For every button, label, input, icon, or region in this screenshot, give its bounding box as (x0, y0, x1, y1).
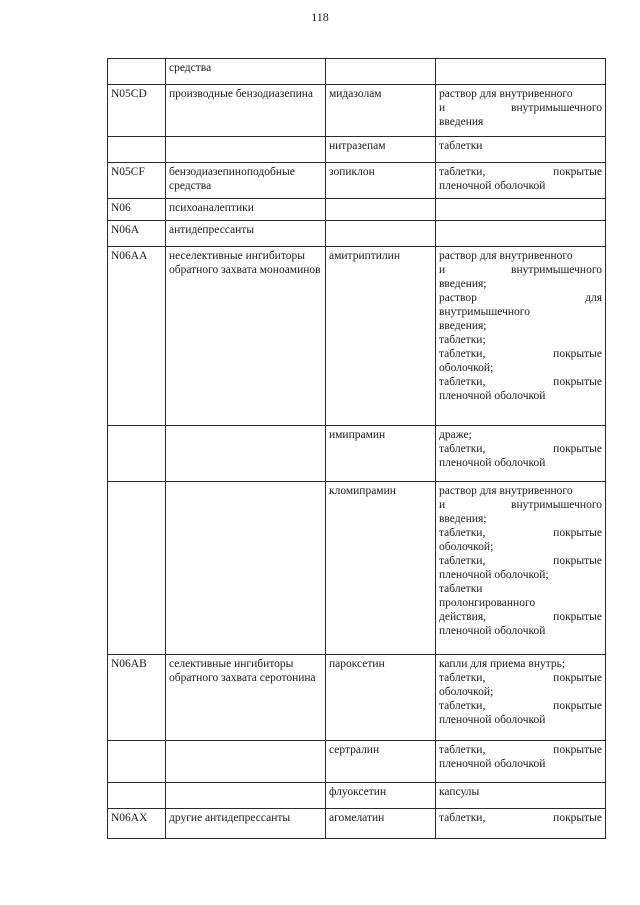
dosage-forms-cell (436, 59, 606, 85)
drug-table (107, 58, 606, 839)
dosage-form-line: пленочной оболочкой; (439, 569, 549, 581)
group-name-cell (166, 137, 326, 163)
atc-code-cell: N06AA (108, 247, 166, 426)
table-row (108, 85, 606, 137)
group-name-cell (166, 783, 326, 809)
drug-name-cell: имипрамин (326, 426, 436, 482)
atc-code-cell: N06AX (108, 809, 166, 839)
dosage-form-line: капсулы (439, 786, 480, 798)
table-row (108, 655, 606, 741)
dosage-form-line: действия, покрытые (439, 611, 602, 623)
page-number: 118 (311, 10, 329, 24)
group-name-cell: средства (166, 59, 326, 85)
table-row (108, 741, 606, 783)
group-name-cell (166, 482, 326, 655)
dosage-form-line: пленочной оболочкой (439, 390, 546, 402)
table-row (108, 482, 606, 655)
drug-name-cell: зопиклон (326, 163, 436, 199)
drug-name-cell: агомелатин (326, 809, 436, 839)
dosage-form-line: пленочной оболочкой (439, 457, 546, 469)
atc-code-cell (108, 59, 166, 85)
dosage-form-line: таблетки, покрытые (439, 700, 602, 712)
group-name-cell: неселективные ингибиторы обратного захвата моноаминов (166, 247, 326, 426)
dosage-forms-cell (436, 221, 606, 247)
dosage-form-line: и внутримышечного (439, 264, 602, 276)
dosage-form-line: пролонгированного (439, 597, 536, 609)
table-row (108, 199, 606, 221)
drug-name-cell: нитразепам (326, 137, 436, 163)
table-row (108, 137, 606, 163)
dosage-forms-cell (436, 655, 606, 741)
group-name-cell: селективные ингибиторы обратного захвата серотонина (166, 655, 326, 741)
table-row (108, 247, 606, 426)
dosage-forms-cell (436, 482, 606, 655)
table-row (108, 783, 606, 809)
drug-name-cell (326, 199, 436, 221)
dosage-forms-cell (436, 137, 606, 163)
dosage-form-line: таблетки; (439, 334, 486, 346)
drug-name-cell: флуоксетин (326, 783, 436, 809)
dosage-form-line: оболочкой; (439, 686, 494, 698)
group-name-cell: производные бензодиазепина (166, 85, 326, 137)
atc-code-cell (108, 741, 166, 783)
dosage-form-line: пленочной оболочкой (439, 714, 546, 726)
dosage-form-line: раствор для внутривенного (439, 485, 573, 497)
drug-name-cell: кломипрамин (326, 482, 436, 655)
dosage-form-line: оболочкой; (439, 541, 494, 553)
dosage-form-line: таблетки, покрытые (439, 555, 602, 567)
drug-name-cell: сертралин (326, 741, 436, 783)
group-name-cell: антидепрессанты (166, 221, 326, 247)
drug-name-cell (326, 221, 436, 247)
dosage-forms-cell (436, 809, 606, 839)
table-row (108, 809, 606, 839)
group-name-cell: бензодиазепиноподобные средства (166, 163, 326, 199)
dosage-form-line: таблетки, покрытые (439, 166, 602, 178)
dosage-form-line: введения; (439, 278, 487, 290)
dosage-forms-cell (436, 741, 606, 783)
dosage-form-line: пленочной оболочкой (439, 625, 546, 637)
drug-table-body (108, 59, 606, 839)
dosage-forms-cell (436, 85, 606, 137)
dosage-form-line: оболочкой; (439, 362, 494, 374)
dosage-form-line: раствор для (439, 292, 602, 304)
dosage-forms-cell (436, 783, 606, 809)
dosage-forms-cell (436, 163, 606, 199)
drug-name-cell: пароксетин (326, 655, 436, 741)
dosage-form-line: драже; (439, 429, 472, 441)
atc-code-cell (108, 482, 166, 655)
table-row (108, 163, 606, 199)
atc-code-cell: N05CF (108, 163, 166, 199)
dosage-form-line: таблетки, покрытые (439, 812, 602, 824)
dosage-form-line: раствор для внутривенного (439, 88, 573, 100)
atc-code-cell (108, 137, 166, 163)
dosage-form-line: введения; (439, 320, 487, 332)
dosage-form-line: пленочной оболочкой (439, 180, 546, 192)
atc-code-cell: N05CD (108, 85, 166, 137)
dosage-form-line: раствор для внутривенного (439, 250, 573, 262)
dosage-form-line: и внутримышечного (439, 499, 602, 511)
group-name-cell (166, 426, 326, 482)
dosage-form-line: таблетки, покрытые (439, 443, 602, 455)
dosage-forms-cell (436, 247, 606, 426)
dosage-form-line: таблетки (439, 583, 483, 595)
table-row (108, 221, 606, 247)
dosage-forms-cell (436, 199, 606, 221)
atc-code-cell (108, 783, 166, 809)
dosage-form-line: таблетки, покрытые (439, 527, 602, 539)
dosage-form-line: таблетки (439, 140, 483, 152)
dosage-form-line: внутримышечного (439, 306, 530, 318)
dosage-form-line: введения (439, 116, 484, 128)
group-name-cell: психоаналептики (166, 199, 326, 221)
dosage-form-line: таблетки, покрытые (439, 376, 602, 388)
dosage-form-line: и внутримышечного (439, 102, 602, 114)
group-name-cell (166, 741, 326, 783)
dosage-form-line: капли для приема внутрь; (439, 658, 566, 670)
dosage-form-line: таблетки, покрытые (439, 744, 602, 756)
atc-code-cell (108, 426, 166, 482)
atc-code-cell: N06A (108, 221, 166, 247)
drug-name-cell: мидазолам (326, 85, 436, 137)
atc-code-cell: N06 (108, 199, 166, 221)
dosage-form-line: введения; (439, 513, 487, 525)
dosage-form-line: таблетки, покрытые (439, 672, 602, 684)
drug-name-cell: амитриптилин (326, 247, 436, 426)
dosage-form-line: пленочной оболочкой (439, 758, 546, 770)
atc-code-cell: N06AB (108, 655, 166, 741)
table-row (108, 59, 606, 85)
drug-name-cell (326, 59, 436, 85)
dosage-forms-cell (436, 426, 606, 482)
dosage-form-line: таблетки, покрытые (439, 348, 602, 360)
table-row (108, 426, 606, 482)
group-name-cell: другие антидепрессанты (166, 809, 326, 839)
